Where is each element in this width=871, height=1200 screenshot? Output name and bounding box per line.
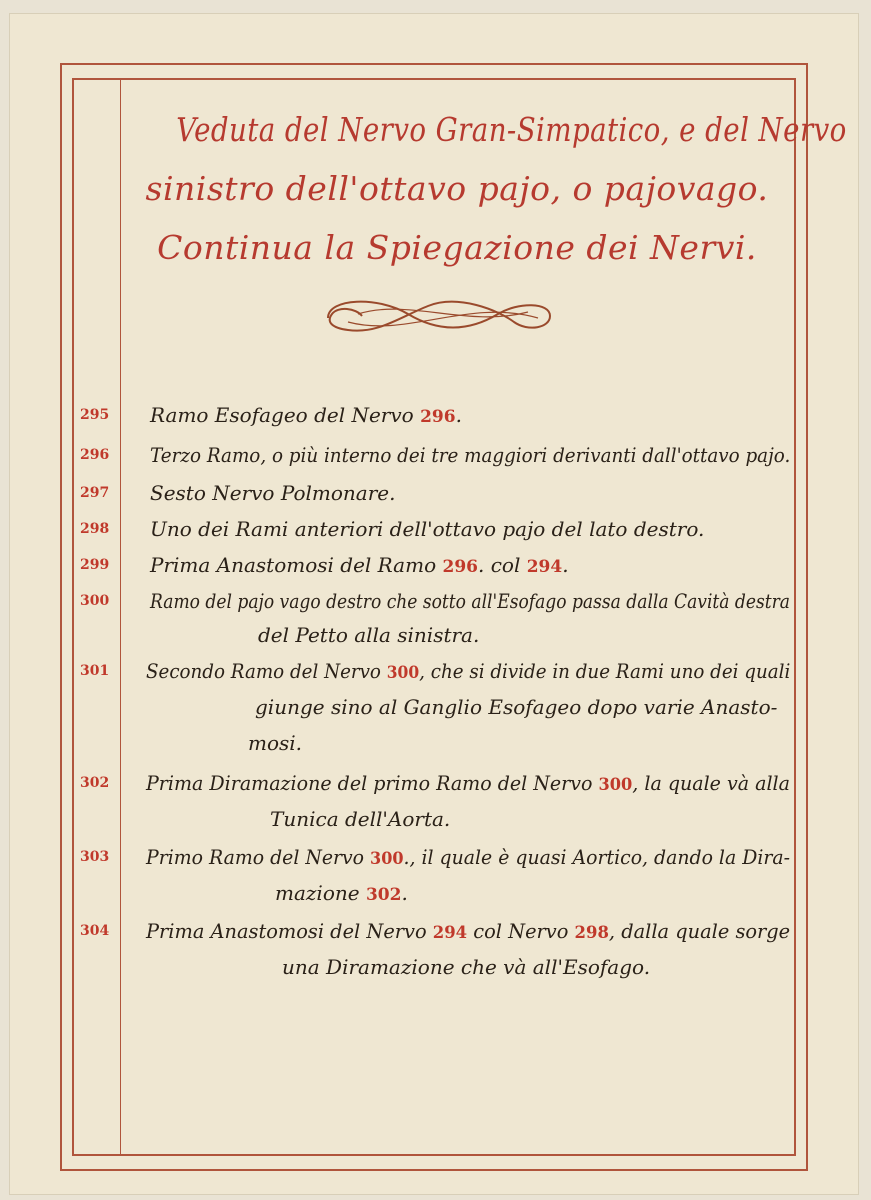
entry-number: 296 [80,447,110,463]
entry-number: 304 [80,923,110,939]
entry-line-continued: mazione 302. [275,881,408,905]
entry-number: 299 [80,557,110,573]
entry-line: Sesto Nervo Polmonare. [150,481,396,505]
page-title [122,100,847,277]
entry-line-continued: una Diramazione che và all'Esofago. [282,955,651,979]
reference-number: 294 [432,923,468,943]
entry-line-continued: mosi. [248,731,303,755]
entry-line: Terzo Ramo, o più interno dei tre maggiori derivanti dall'ottavo pajo. [150,443,791,467]
title-line-2: sinistro dell'ottavo pajo, o pajovago. [145,169,769,208]
entry-number: 303 [80,849,110,865]
reference-number: 300 [598,775,633,795]
reference-number: 300 [386,663,420,683]
entry-number: 297 [80,485,110,501]
reference-number: 300 [370,849,404,869]
margin-rule [120,80,121,1154]
reference-number: 296 [442,557,478,577]
entry-number: 302 [80,775,110,791]
entry-line: Primo Ramo del Nervo 300., il quale è quasi Aortico, dando la Dira- [146,845,790,869]
reference-number: 302 [365,885,402,905]
reference-number: 294 [526,557,563,577]
entry-line-continued: del Petto alla sinistra. [258,623,480,647]
entry-number: 301 [80,663,110,679]
entry-number: 298 [80,521,110,537]
title-line-3: Continua la Spiegazione dei Nervi. [157,228,757,267]
reference-number: 298 [574,923,609,943]
entry-line-continued: giunge sino al Ganglio Esofageo dopo varie Anasto- [255,695,778,719]
entry-line: Ramo Esofageo del Nervo 296. [150,403,462,427]
entry-line-continued: Tunica dell'Aorta. [270,807,451,831]
calligraphic-flourish [318,288,558,340]
title-line-1: Veduta del Nervo Gran-Simpatico, e del Nervo [176,110,847,149]
entry-line: Uno dei Rami anteriori dell'ottavo pajo del lato destro. [150,517,705,541]
reference-number: 296 [420,407,456,427]
entry-line: Prima Anastomosi del Nervo 294 col Nervo 298, dalla quale sorge [146,919,791,943]
entry-line: Prima Anastomosi del Ramo 296. col 294. [150,553,569,577]
entry-line: Ramo del pajo vago destro che sotto all'Esofago passa dalla Cavità destra [150,589,791,613]
entry-line: Prima Diramazione del primo Ramo del Nervo 300, la quale và alla [146,771,790,795]
entry-number: 295 [80,407,110,423]
entry-number: 300 [80,593,110,609]
entry-line: Secondo Ramo del Nervo 300, che si divide in due Rami uno dei quali [146,659,791,683]
